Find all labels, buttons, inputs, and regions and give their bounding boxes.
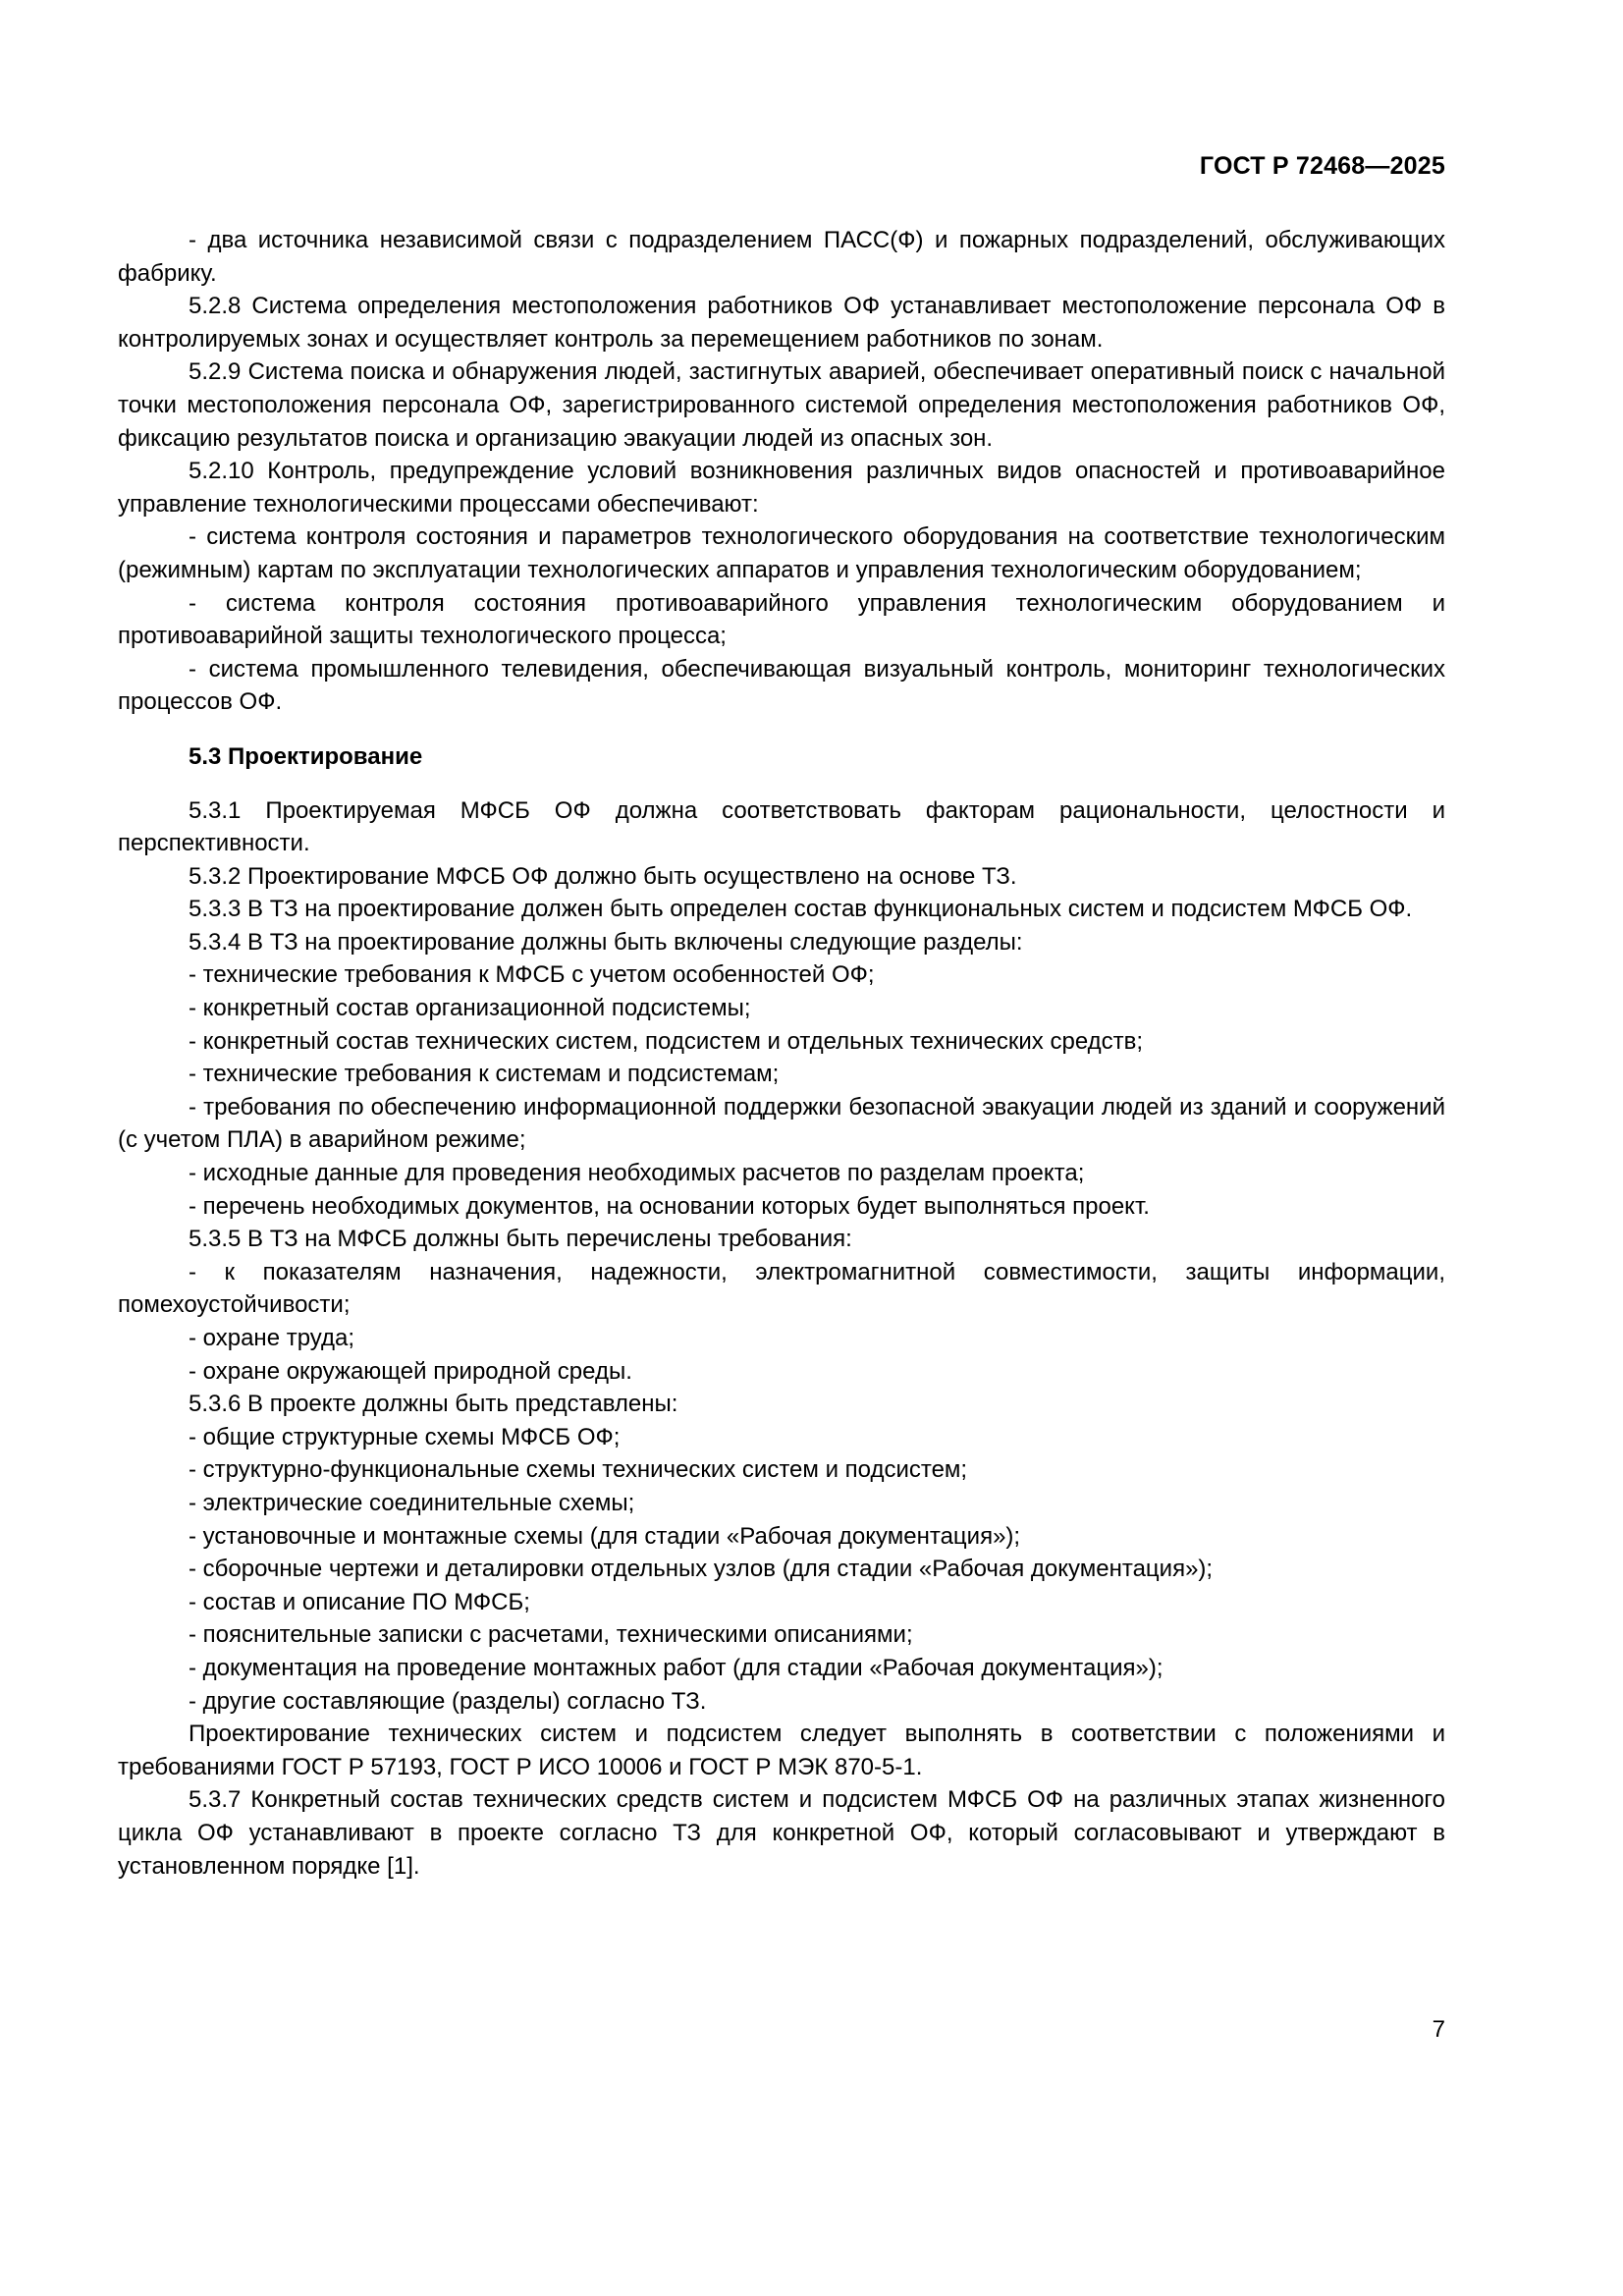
list-item: - охране окружающей природной среды. (189, 1357, 632, 1385)
list-item: - установочные и монтажные схемы (для стадии «Рабочая документация»); (189, 1522, 1021, 1550)
list-item: - общие структурные схемы МФСБ ОФ; (189, 1423, 621, 1450)
clause-5-2-8: 5.2.8 Система определения местоположения работников ОФ устанавливает местоположение персонала ОФ в контролируемых зонах и осуществляет контроль за перемещением работников по зонам. (118, 293, 1445, 353)
clause-5-3-4: 5.3.4 В ТЗ на проектирование должны быть включены следующие разделы: (189, 928, 1023, 956)
list-item: - электрические соединительные схемы; (189, 1489, 635, 1516)
clause-5-2-10: 5.2.10 Контроль, предупреждение условий возникновения различных видов опасностей и противоаварийное управление технологическими процессами обеспечивают: (118, 458, 1445, 518)
page-number: 7 (1432, 2016, 1445, 2043)
list-item: - состав и описание ПО МФСБ; (189, 1588, 530, 1615)
list-item: - исходные данные для проведения необходимых расчетов по разделам проекта; (189, 1160, 1085, 1187)
list-item: - технические требования к МФСБ с учетом особенностей ОФ; (189, 961, 875, 989)
list-item: - перечень необходимых документов, на основании которых будет выполняться проект. (189, 1192, 1150, 1220)
list-item: - система контроля состояния и параметров технологического оборудования на соответствие технологическим (режимным) картам по эксплуатации технологических аппаратов и управления технологическим оборудованием; (118, 523, 1445, 583)
clause-5-3-2: 5.3.2 Проектирование МФСБ ОФ должно быть осуществлено на основе ТЗ. (189, 862, 1017, 890)
clause-5-3-3: 5.3.3 В ТЗ на проектирование должен быть определен состав функциональных систем и подсистем МФСБ ОФ. (189, 896, 1413, 923)
list-item: - конкретный состав технических систем, подсистем и отдельных технических средств; (189, 1027, 1144, 1055)
list-item: - структурно-функциональные схемы технических систем и подсистем; (189, 1456, 968, 1484)
list-item: - конкретный состав организационной подсистемы; (189, 995, 751, 1022)
document-code: ГОСТ Р 72468—2025 (1199, 152, 1445, 180)
list-item: - система промышленного телевидения, обеспечивающая визуальный контроль, мониторинг технологических процессов ОФ. (118, 655, 1445, 716)
clause-5-3-5: 5.3.5 В ТЗ на МФСБ должны быть перечислены требования: (189, 1226, 852, 1253)
list-item: - другие составляющие (разделы) согласно ТЗ. (189, 1687, 707, 1715)
list-item: - пояснительные записки с расчетами, техническими описаниями; (189, 1621, 913, 1649)
list-item: - охране труда; (189, 1325, 354, 1351)
list-item: - система контроля состояния противоаварийного управления технологическим оборудованием и противоаварийной защиты технологического процесса; (118, 589, 1445, 650)
list-item: - к показателям назначения, надежности, электромагнитной совместимости, защиты информации, помехоустойчивости; (118, 1258, 1445, 1319)
paragraph: Проектирование технических систем и подсистем следует выполнять в соответствии с положениями и требованиями ГОСТ Р 57193, ГОСТ Р ИСО 10006 и ГОСТ Р МЭК 870-5-1. (118, 1721, 1445, 1780)
document-body (118, 224, 1445, 1883)
clause-5-3-6: 5.3.6 В проекте должны быть представлены: (189, 1391, 678, 1418)
list-item: - требования по обеспечению информационной поддержки безопасной эвакуации людей из зданий и сооружений (с учетом ПЛА) в аварийном режиме; (118, 1093, 1445, 1154)
section-heading-5-3: 5.3 Проектирование (189, 742, 423, 770)
clause-5-2-9: 5.2.9 Система поиска и обнаружения людей, застигнутых аварией, обеспечивает оперативный поиск с начальной точки местоположения персонала ОФ, зарегистрированного системой определения местоположения работников ОФ, фиксацию результатов поиска и организацию эвакуации людей из опасных зон. (118, 358, 1445, 452)
list-item: - технические требования к системам и подсистемам; (189, 1061, 780, 1088)
list-item: - сборочные чертежи и деталировки отдельных узлов (для стадии «Рабочая документация»); (189, 1556, 1214, 1583)
clause-5-3-7: 5.3.7 Конкретный состав технических средств систем и подсистем МФСБ ОФ на различных этапах жизненного цикла ОФ устанавливают в проекте согласно ТЗ для конкретной ОФ, который согласовывают и утверждают в установленном порядке [1]. (118, 1786, 1445, 1880)
list-item: - документация на проведение монтажных работ (для стадии «Рабочая документация»); (189, 1654, 1163, 1681)
clause-5-3-1: 5.3.1 Проектируемая МФСБ ОФ должна соответствовать факторам рациональности, целостности и перспективности. (118, 796, 1445, 857)
paragraph: - два источника независимой связи с подразделением ПАСС(Ф) и пожарных подразделений, обслуживающих фабрику. (118, 227, 1445, 287)
